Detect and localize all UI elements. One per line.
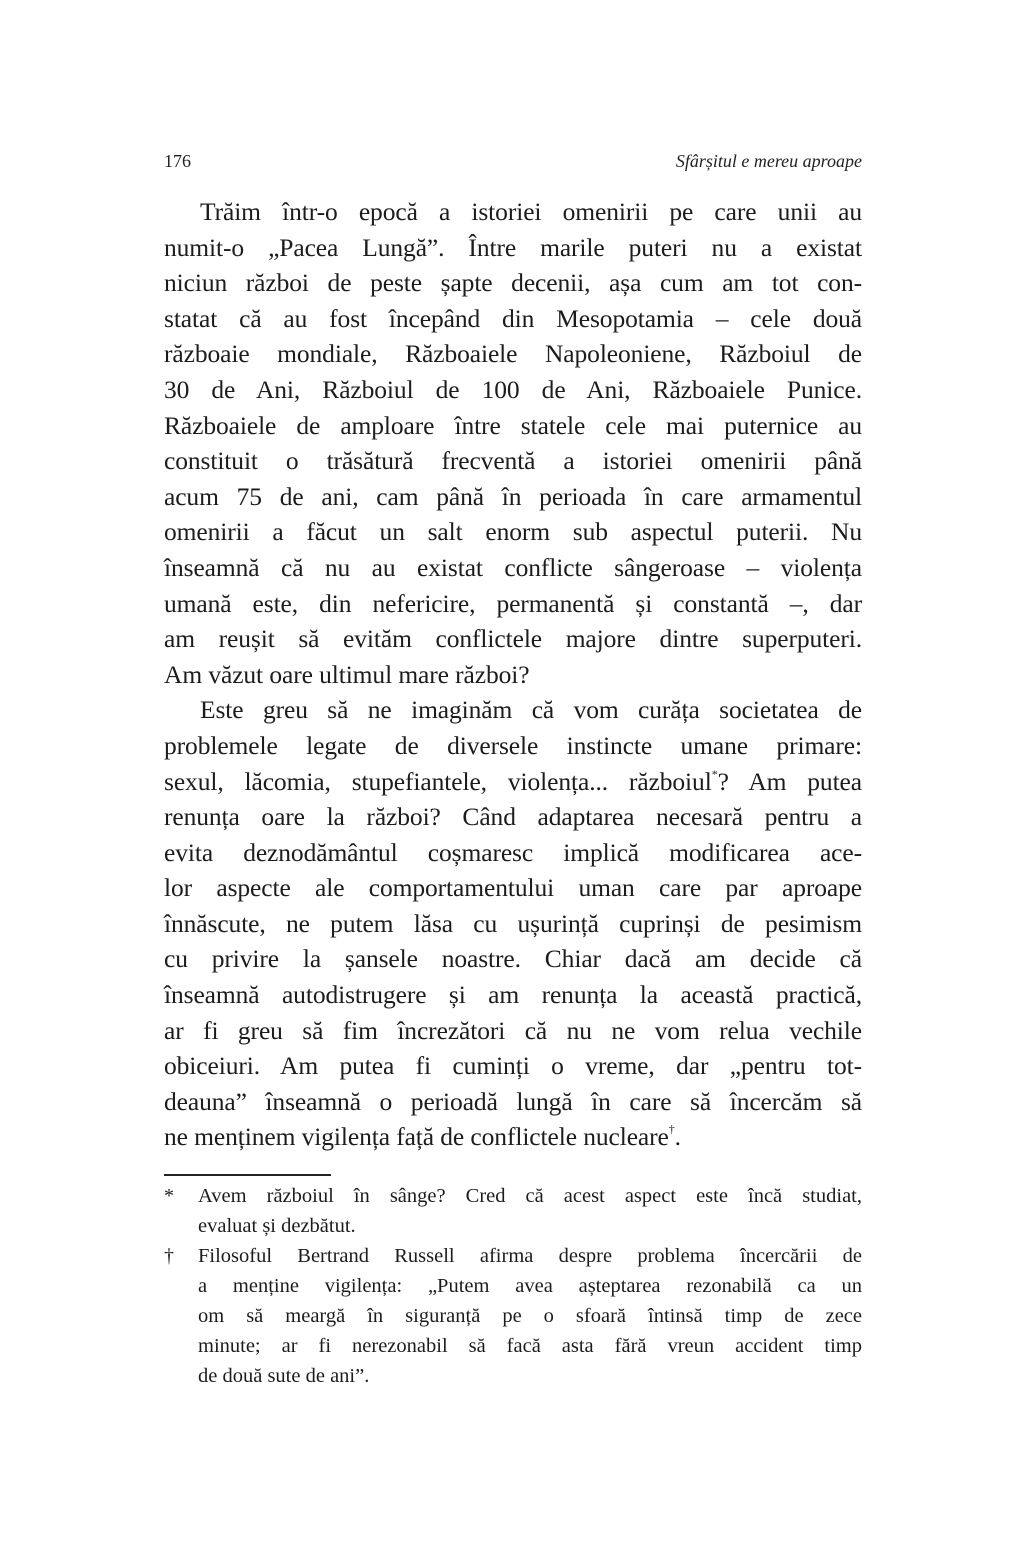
footnote-line: a menține vigilența: „Putem avea așteptarea rezonabilă ca un [198,1275,862,1297]
page-header [164,146,862,176]
body-line: Este greu să ne imaginăm că vom curăța societatea de [200,695,862,725]
body-line: cu privire la șansele noastre. Chiar dacă am decide că [164,944,862,974]
footnote-asterisk [164,1181,862,1241]
page-number: 176 [164,151,191,171]
body-line: evita deznodământul coșmaresc implică modificarea ace- [164,837,862,867]
body-line: obiceiuri. Am putea fi cuminți o vreme, dar „pentru tot- [164,1051,862,1081]
footnotes [164,1181,862,1391]
body-line: sexul, lăcomia, stupefiantele, violența... războiul*? Am putea [164,766,862,796]
body-line: omenirii a făcut un salt enorm sub aspectul puterii. Nu [164,517,862,547]
footnote-ref-dagger[interactable]: † [668,1122,675,1137]
body-line: înnăscute, ne putem lăsa cu ușurință cuprinși de pesimism [164,908,862,938]
body-line: Războaiele de amploare între statele cele mai puternice au [164,410,862,440]
footnote-line: minute; ar fi nerezonabil să facă asta fără vreun accident timp [198,1335,862,1357]
body-line: am reușit să evităm conflictele majore dintre superputeri. [164,624,862,654]
body-line: lor aspecte ale comportamentului uman care par aproape [164,873,862,903]
body-line: problemele legate de diversele instincte umane primare: [164,730,862,760]
footnote-line: evaluat și dezbătut. [198,1215,356,1237]
footnote-ref-asterisk[interactable]: * [711,766,718,781]
body-line: constituit o trăsătură frecventă a istoriei omenirii până [164,446,862,476]
body-line: ne menținem vigilența față de conflictele nucleare†. [164,1122,681,1152]
body-line: Trăim într-o epocă a istoriei omenirii pe care unii au [200,197,862,226]
running-title: Sfârșitul e mereu aproape [675,151,862,171]
footnote-line: Avem războiul în sânge? Cred că acest aspect este încă studiat, [198,1185,862,1207]
footnote-dagger [164,1241,862,1391]
body-line: înseamnă că nu au existat conflicte sângeroase – violența [164,552,862,582]
body-text [164,194,862,1155]
body-line: renunța oare la război? Când adaptarea necesară pentru a [164,802,862,832]
body-line: Am văzut oare ultimul mare război? [164,659,530,689]
body-line: umană este, din nefericire, permanentă și constantă –, dar [164,588,862,618]
footnote-line: om să meargă în siguranță pe o sfoară întinsă timp de zece [198,1305,862,1327]
body-line: niciun război de peste șapte decenii, așa cum am tot con- [164,268,862,298]
footnote-separator [164,1174,331,1176]
footnote-mark: * [164,1185,174,1207]
footnote-mark: † [164,1245,174,1267]
body-line: statat că au fost începând din Mesopotamia – cele două [164,303,862,333]
body-line: războaie mondiale, Războaiele Napoleoniene, Războiul de [164,339,862,369]
body-line: deauna” înseamnă o perioadă lungă în care să încercăm să [164,1086,862,1116]
body-line: ar fi greu să fim încrezători că nu ne vom relua vechile [164,1015,862,1045]
body-line: numit-o „Pacea Lungă”. Între marile puteri nu a existat [164,232,862,262]
body-line: înseamnă autodistrugere și am renunța la această practică, [164,980,862,1010]
footnote-line: Filosoful Bertrand Russell afirma despre problema încercării de [198,1245,862,1267]
body-line: 30 de Ani, Războiul de 100 de Ani, Războaiele Punice. [164,374,862,404]
body-line: acum 75 de ani, cam până în perioada în care armamentul [164,481,862,511]
footnote-line: de două sute de ani”. [198,1365,370,1387]
